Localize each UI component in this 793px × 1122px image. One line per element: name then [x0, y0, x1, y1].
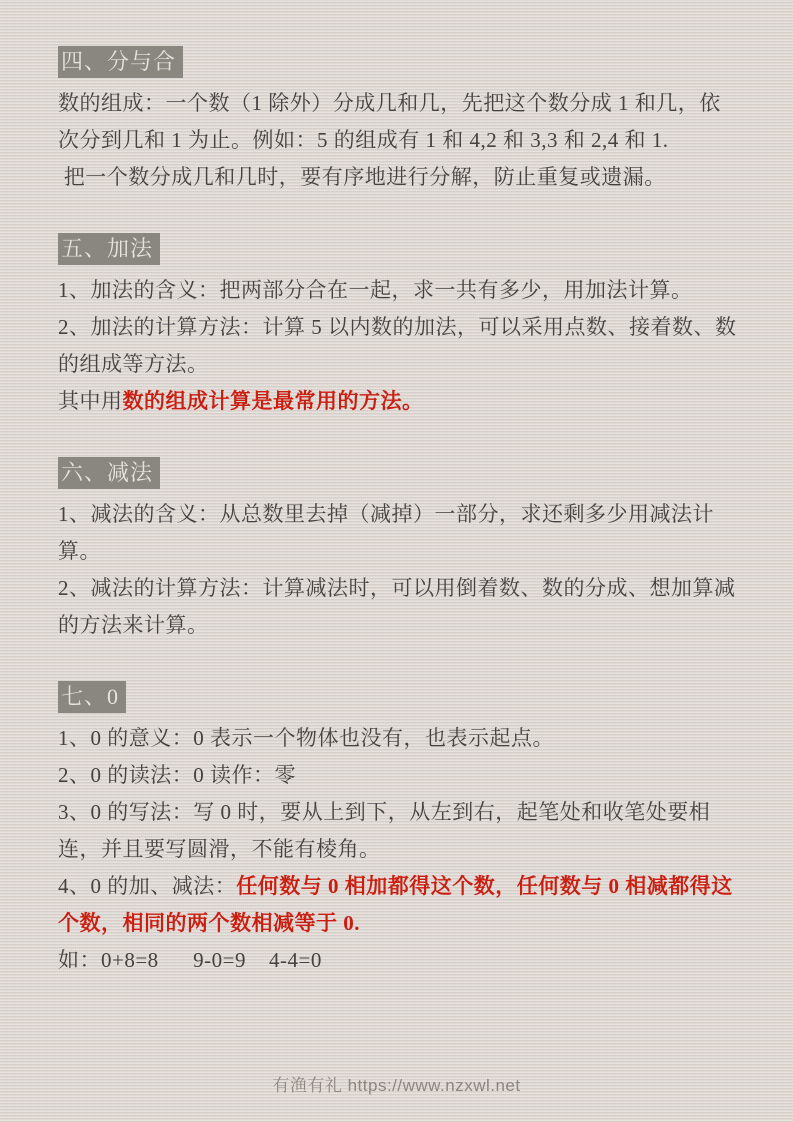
section-heading: 六、减法 [58, 457, 160, 489]
paragraph-examples: 如：0+8=8 9-0=9 4-4=0 [58, 948, 322, 972]
paragraph: 2、减法的计算方法：计算减法时，可以用倒着数、数的分成、想加算减的方法来计算。 [58, 576, 736, 637]
section-heading: 四、分与合 [58, 46, 183, 78]
section-fen-yu-he [58, 46, 737, 196]
paragraph: 1、0 的意义：0 表示一个物体也没有，也表示起点。 [58, 726, 554, 750]
section-zero [58, 681, 737, 979]
paragraph: 把一个数分成几和几时，要有序地进行分解，防止重复或遗漏。 [58, 165, 666, 189]
section-jiafa [58, 233, 737, 420]
paragraph: 2、0 的读法：0 读作：零 [58, 763, 296, 787]
paragraph: 1、加法的含义：把两部分合在一起，求一共有多少，用加法计算。 [58, 278, 693, 302]
paragraph: 1、减法的含义：从总数里去掉（减掉）一部分，求还剩多少用减法计算。 [58, 502, 714, 563]
section-heading: 五、加法 [58, 233, 160, 265]
emphasis-red: 任何数与 0 相加都得这个数，任何数与 0 相减都得这个数，相同的两个数相减等于 0. [58, 874, 733, 935]
paragraph: 数的组成：一个数（1 除外）分成几和几，先把这个数分成 1 和几，依次分到几和 1 为止。例如：5 的组成有 1 和 4,2 和 3,3 和 2,4 和 1. [58, 91, 721, 152]
paragraph-prefix: 4、0 的加、减法： [58, 874, 237, 898]
paragraph: 2、加法的计算方法：计算 5 以内数的加法，可以采用点数、接着数、数的组成等方法。 [58, 315, 737, 376]
paragraph [58, 383, 737, 420]
footer-watermark: 有渔有礼 https://www.nzxwl.net [272, 1076, 521, 1095]
paragraph [58, 868, 737, 942]
section-jianfa [58, 457, 737, 644]
paragraph-prefix: 其中用 [58, 389, 123, 413]
paragraph: 3、0 的写法：写 0 时，要从上到下，从左到右，起笔处和收笔处要相连，并且要写圆滑，不能有棱角。 [58, 800, 711, 861]
section-heading: 七、0 [58, 681, 126, 713]
emphasis-red: 数的组成计算是最常用的方法。 [122, 389, 424, 413]
